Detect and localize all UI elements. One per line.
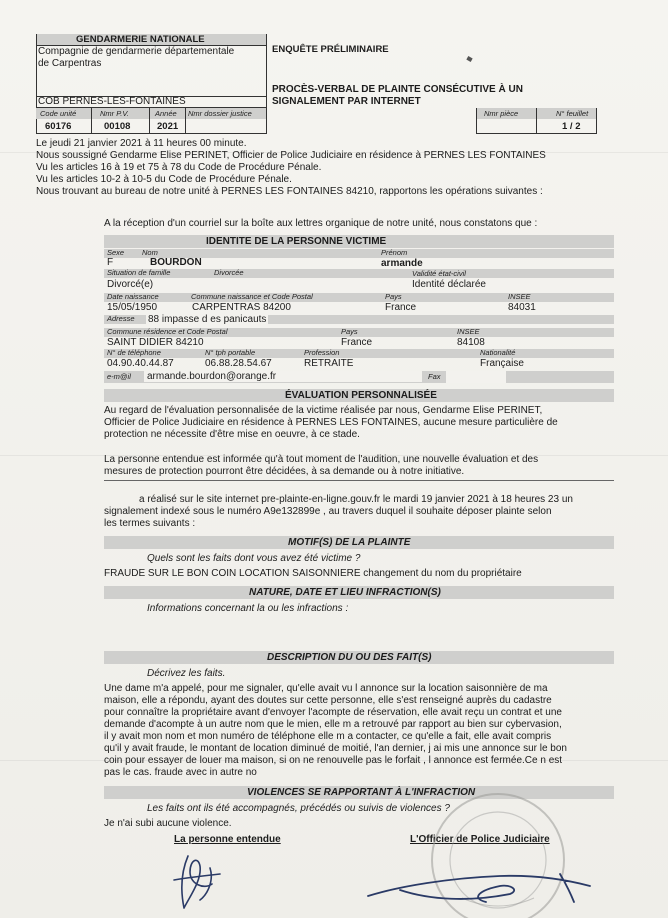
org-line-2: de Carpentras: [38, 58, 102, 69]
commune-naissance-label: Commune naissance et Code Postal: [191, 292, 313, 301]
motifs-title: MOTIF(S) DE LA PLAINTE: [288, 537, 411, 548]
nmr-piece-label: Nmr pièce: [484, 109, 519, 118]
description-title: DESCRIPTION DU OU DES FAIT(S): [267, 652, 432, 663]
sexe-value: F: [107, 257, 114, 268]
feuillet: 1 / 2: [562, 121, 581, 132]
evaluation-title: ÉVALUATION PERSONNALISÉE: [285, 390, 437, 401]
annee: 2021: [157, 121, 179, 132]
description-line-3: pour connaître la propriétaire avant d'envoyer l'acompte de réservation, elle avait reçu un contrat et une: [104, 707, 562, 718]
signature-right-mark: [360, 856, 600, 914]
evaluation-p2-l2: mesures de protection pourront être décidées, à sa demande ou à notre initiative.: [104, 466, 465, 477]
code-unite-label: Code unité: [40, 109, 77, 118]
prenom-value: armande: [381, 258, 423, 269]
evaluation-p1-l2: Officier de Police Judiciaire en résidence à PERNES LES FONTAINES, aucune mesure particulière de: [104, 417, 558, 428]
commune-residence-value: SAINT DIDIER 84210: [107, 337, 204, 348]
intro-line-5: Nous trouvant au bureau de notre unité à PERNES LES FONTAINES 84210, rapportons les opérations suivantes :: [36, 186, 543, 197]
profession-label: Profession: [304, 348, 340, 357]
reception-line: A la réception d'un courriel sur la boîte aux lettres organique de notre unité, nous constatons que :: [104, 218, 538, 229]
tel-value: 04.90.40.44.87: [107, 358, 174, 369]
evaluation-p1-l1: Au regard de l'évaluation personnalisée de la victime réalisée par nous, Gendarme Elise PERINET,: [104, 405, 543, 416]
violences-question: Les faits ont ils été accompagnés, précédés ou suivis de violences ?: [147, 803, 450, 814]
doc-type: ENQUÊTE PRÉLIMINAIRE: [272, 44, 389, 55]
insee-label: INSEE: [508, 292, 531, 301]
prenom-label: Prénom: [381, 248, 408, 257]
description-line-8: pas le cas. fraude avec in autre no: [104, 767, 257, 778]
fax-label: Fax: [428, 372, 441, 381]
nature-info: Informations concernant la ou les infractions :: [147, 603, 349, 614]
validite-value: Identité déclarée: [412, 279, 486, 290]
feuillet-label: N° feuillet: [556, 109, 589, 118]
intro-line-3: Vu les articles 16 à 19 et 75 à 78 du Code de Procédure Pénale.: [36, 162, 322, 173]
situation-label: Situation de famille: [107, 268, 171, 277]
org-line-1: Compagnie de gendarmerie départementale: [38, 46, 235, 57]
nmr-pv: 00108: [104, 121, 131, 132]
unit-name: COB PERNES-LES-FONTAINES: [38, 96, 186, 107]
violences-answer: Je n'ai subi aucune violence.: [104, 818, 232, 829]
naissance-label: Date naissance: [107, 292, 159, 301]
pays2-label: Pays: [341, 327, 358, 336]
victim-section-title: IDENTITE DE LA PERSONNE VICTIME: [206, 236, 387, 247]
annee-label: Année: [155, 109, 177, 118]
pv-title-line-1: PROCÈS-VERBAL DE PLAINTE CONSÉCUTIVE À UN: [272, 84, 523, 95]
nmr-dossier-label: Nmr dossier justice: [188, 109, 252, 118]
fax-value: [446, 371, 506, 383]
intro-line-4: Vu les articles 10-2 à 10-5 du Code de Procédure Pénale.: [36, 174, 292, 185]
pays2-value: France: [341, 337, 373, 348]
description-line-7: coin pour essayer de louer ma maison, si on ne renouvelle pas le forfait , l annonce est fermée.Ce n est: [104, 755, 563, 766]
commune-naissance-value: CARPENTRAS 84200: [192, 302, 291, 313]
code-unite: 60176: [45, 121, 72, 132]
insee-value: 84031: [508, 302, 536, 313]
signalement-l1: a réalisé sur le site internet pre-plainte-en-ligne.gouv.fr le mardi 19 janvier 2021 à 18 heures 23 un: [139, 494, 573, 505]
intro-line-1: Le jeudi 21 janvier 2021 à 11 heures 00 minute.: [36, 138, 247, 149]
nmr-pv-label: Nmr P.V.: [100, 109, 129, 118]
nationalite-value: Française: [480, 358, 524, 369]
violences-title: VIOLENCES SE RAPPORTANT À L'INFRACTION: [247, 787, 476, 798]
evaluation-p1-l3: protection ne nécessite d'être mise en oeuvre, à ce stade.: [104, 429, 360, 440]
motifs-answer: FRAUDE SUR LE BON COIN LOCATION SAISONNIERE changement du nom du propriétaire: [104, 568, 522, 579]
situation-value: Divorcé(e): [107, 279, 154, 290]
adresse-label: Adresse: [107, 314, 135, 323]
intro-line-2: Nous soussigné Gendarme Elise PERINET, Officier de Police Judiciaire en résidence à PERNES LES FONTAINES: [36, 150, 546, 161]
validite-label: Validité état-civil: [412, 269, 466, 278]
description-line-6: qu'il y avait fraude, le montant de location diminué de moitié, l'an dernier, j ai mis une annonce sur le bon: [104, 743, 567, 754]
motifs-question: Quels sont les faits dont vous avez été victime ?: [147, 553, 361, 564]
pv-title-line-2: SIGNALEMENT PAR INTERNET: [272, 96, 421, 107]
org-title: GENDARMERIE NATIONALE: [76, 34, 205, 45]
signalement-l2: signalement indexé sous le numéro A9e132899e , au travers duquel il souhaite déposer plainte selon: [104, 506, 552, 517]
evaluation-p2-l1: La personne entendue est informée qu'à tout moment de l'audition, une nouvelle évaluation et des: [104, 454, 539, 465]
pays-value: France: [385, 302, 417, 313]
tel-label: N° de téléphone: [107, 348, 161, 357]
pays-label: Pays: [385, 292, 402, 301]
email-value: armande.bourdon@orange.fr: [144, 371, 422, 382]
description-prompt: Décrivez les faits.: [147, 668, 226, 679]
signature-left-label: La personne entendue: [174, 834, 281, 845]
adresse-value: 88 impasse d es panicauts: [148, 314, 267, 325]
sexe-label: Sexe: [107, 248, 125, 257]
portable-value: 06.88.28.54.67: [205, 358, 272, 369]
email-label: e-m@il: [107, 372, 131, 381]
commune-residence-label: Commune résidence et Code Postal: [107, 327, 228, 336]
ink-mark: [466, 56, 472, 62]
description-line-2: maison, elle a répondu, ayant des doutes sur cette personne, elle s'est renseigné auprès du cadastre: [104, 695, 552, 706]
profession-value: RETRAITE: [304, 358, 354, 369]
nom-value: BOURDON: [150, 257, 202, 268]
description-line-5: il y avait mon nom et mon numéro de téléphone elle m a contacter, ce qu'elle a fait, elle avait compris: [104, 731, 552, 742]
signature-right-label: L'Officier de Police Judiciaire: [410, 834, 550, 845]
naissance-value: 15/05/1950: [107, 302, 158, 313]
description-line-4: demande d'acompte à un autre nom que le mien, elle m a retrouvé par rapport au bien sur cybervasion,: [104, 719, 562, 730]
signature-left-mark: [160, 850, 240, 912]
nationalite-label: Nationalité: [480, 348, 516, 357]
insee2-label: INSEE: [457, 327, 480, 336]
insee2-value: 84108: [457, 337, 485, 348]
description-line-1: Une dame m'a appelé, pour me signaler, qu'elle avait vu l annonce sur la location saisonnière de ma: [104, 683, 548, 694]
signalement-l3: les termes suivants :: [104, 518, 196, 529]
nature-title: NATURE, DATE ET LIEU INFRACTION(S): [249, 587, 441, 598]
divorcee-label: Divorcée: [214, 268, 244, 277]
portable-label: N° tph portable: [205, 348, 256, 357]
nom-label: Nom: [142, 248, 158, 257]
